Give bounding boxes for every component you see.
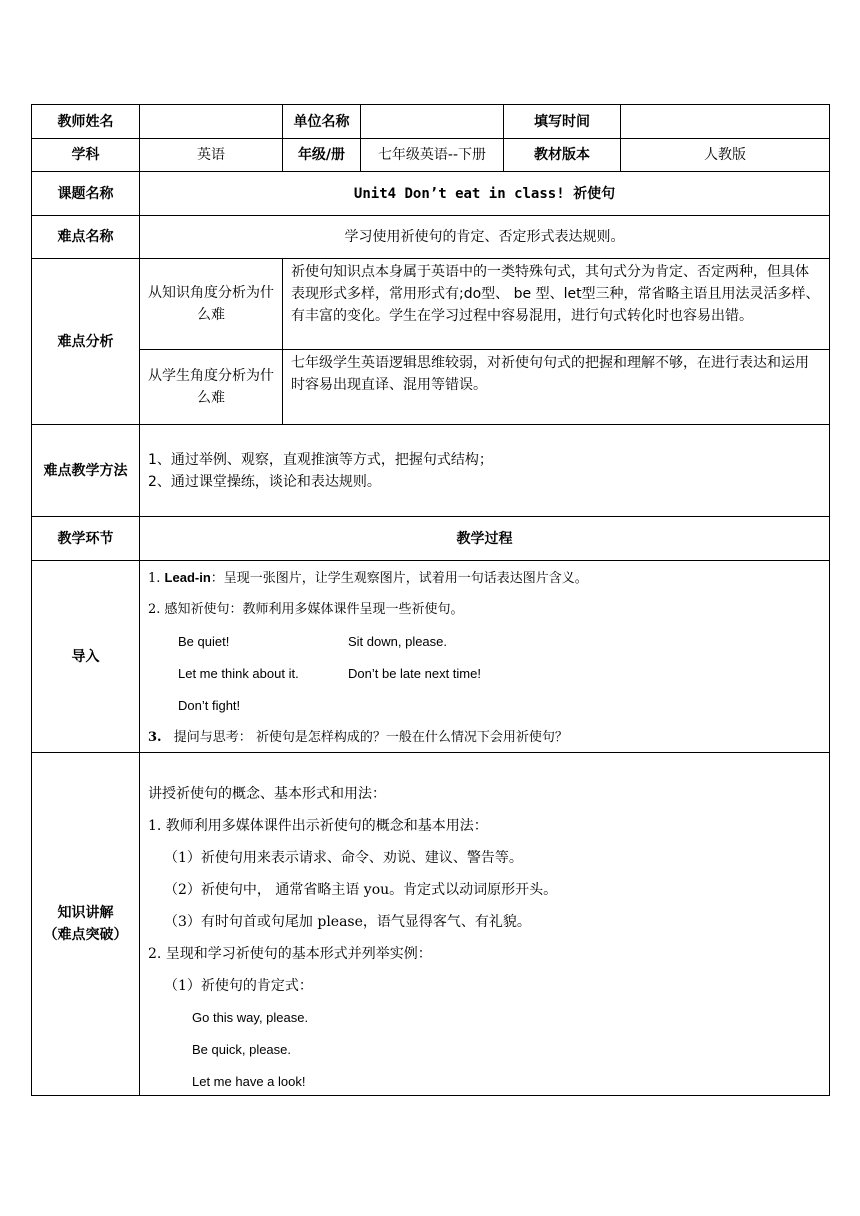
example-sit-down: Sit down, please. — [348, 634, 448, 649]
analysis-row-student — [32, 350, 830, 425]
intro-label: 导入 — [32, 561, 140, 753]
analysis-row-knowledge — [32, 259, 830, 350]
grade-label: 年级/册 — [283, 139, 361, 172]
unit-name-value — [361, 105, 504, 139]
method-label: 难点教学方法 — [32, 425, 140, 517]
process-label: 教学过程 — [140, 517, 830, 561]
knowledge-point-1a: （1）祈使句用来表示请求、命令、劝说、建议、警告等。 — [164, 850, 523, 866]
topic-value: Unit4 Don’t eat in class! 祈使句 — [140, 172, 830, 216]
example-dont-be-late: Don’t be late next time! — [348, 666, 481, 681]
teacher-name-label: 教师姓名 — [32, 105, 140, 139]
topic-label: 课题名称 — [32, 172, 140, 216]
fill-date-label: 填写时间 — [504, 105, 621, 139]
intro-item-3-text: 提问与思考： 祈使句是怎样构成的？一般在什么情况下会用祈使句？ — [173, 730, 568, 745]
knowledge-point-2: 2. 呈现和学习祈使句的基本形式并列举实例： — [148, 946, 432, 962]
edition-label: 教材版本 — [504, 139, 621, 172]
teacher-name-value — [140, 105, 283, 139]
method-content — [140, 425, 830, 517]
intro-row — [32, 561, 830, 753]
knowledge-point-1: 1. 教师利用多媒体课件出示祈使句的概念和基本用法： — [148, 818, 488, 834]
example-dont-fight: Don’t fight! — [178, 698, 241, 713]
analysis-label: 难点分析 — [32, 259, 140, 425]
method-line-1: 1、通过举例、观察，直观推演等方式，把握句式结构； — [148, 451, 493, 468]
student-angle-label: 从学生角度分析为什么难 — [140, 350, 283, 425]
knowledge-example-2: Be quick, please. — [192, 1042, 292, 1057]
knowledge-label-line-1: 知识讲解 — [57, 905, 114, 921]
header-row-1 — [32, 105, 830, 139]
topic-row — [32, 172, 830, 216]
knowledge-intro: 讲授祈使句的概念、基本形式和用法： — [148, 786, 386, 802]
grade-value: 七年级英语--下册 — [361, 139, 504, 172]
subject-value: 英语 — [140, 139, 283, 172]
lesson-plan-page — [31, 104, 829, 1096]
difficulty-label: 难点名称 — [32, 216, 140, 259]
header-row-2 — [32, 139, 830, 172]
intro-item-1-number: 1. — [148, 571, 161, 586]
intro-item-3 — [148, 727, 821, 751]
student-angle-text: 七年级学生英语逻辑思维较弱，对祈使句句式的把握和理解不够，在进行表达和运用时容易出现直译、混用等错误。 — [283, 350, 830, 425]
example-line-3 — [148, 695, 821, 727]
knowledge-label — [32, 753, 140, 1096]
knowledge-point-1b: （2）祈使句中， 通常省略主语 you。肯定式以动词原形开头。 — [164, 882, 558, 898]
knowledge-content — [140, 753, 830, 1096]
edition-value: 人教版 — [621, 139, 830, 172]
knowledge-label-line-2: （难点突破） — [43, 927, 128, 943]
example-be-quiet: Be quiet! — [178, 634, 230, 649]
lesson-plan-table — [31, 104, 830, 1096]
example-line-1 — [148, 631, 821, 663]
intro-item-1-text: ：呈现一张图片，让学生观察图片，试着用一句话表达图片含义。 — [210, 571, 588, 586]
fill-date-value — [621, 105, 830, 139]
method-line-2: 2、通过课堂操练，谈论和表达规则。 — [148, 473, 381, 490]
lead-in-label: Lead-in — [164, 570, 211, 585]
knowledge-row — [32, 753, 830, 1096]
knowledge-point-2a: （1）祈使句的肯定式： — [164, 978, 313, 994]
knowledge-angle-text: 祈使句知识点本身属于英语中的一类特殊句式，其句式分为肯定、否定两种，但具体表现形式多样，常用形式有;do型、 be 型、let型三种，常省略主语且用法灵活多样、有丰富的变化。学生在学习过程中容易混用，进行句式转化时也容易出错。 — [283, 259, 830, 350]
method-row — [32, 425, 830, 517]
intro-item-3-number: 3. — [148, 730, 162, 745]
intro-item-1 — [148, 567, 821, 599]
difficulty-row — [32, 216, 830, 259]
difficulty-value: 学习使用祈使句的肯定、否定形式表达规则。 — [140, 216, 830, 259]
example-let-me-think: Let me think about it. — [178, 666, 299, 681]
knowledge-point-1c: （3）有时句首或句尾加 please，语气显得客气、有礼貌。 — [164, 914, 531, 930]
knowledge-example-3: Let me have a look! — [192, 1074, 306, 1089]
process-header-row — [32, 517, 830, 561]
knowledge-example-1: Go this way, please. — [192, 1010, 309, 1025]
subject-label: 学科 — [32, 139, 140, 172]
example-line-2 — [148, 663, 821, 695]
knowledge-angle-label: 从知识角度分析为什么难 — [140, 259, 283, 350]
process-stage-label: 教学环节 — [32, 517, 140, 561]
unit-name-label: 单位名称 — [283, 105, 361, 139]
intro-item-2: 2. 感知祈使句：教师利用多媒体课件呈现一些祈使句。 — [148, 602, 464, 617]
intro-content — [140, 561, 830, 753]
